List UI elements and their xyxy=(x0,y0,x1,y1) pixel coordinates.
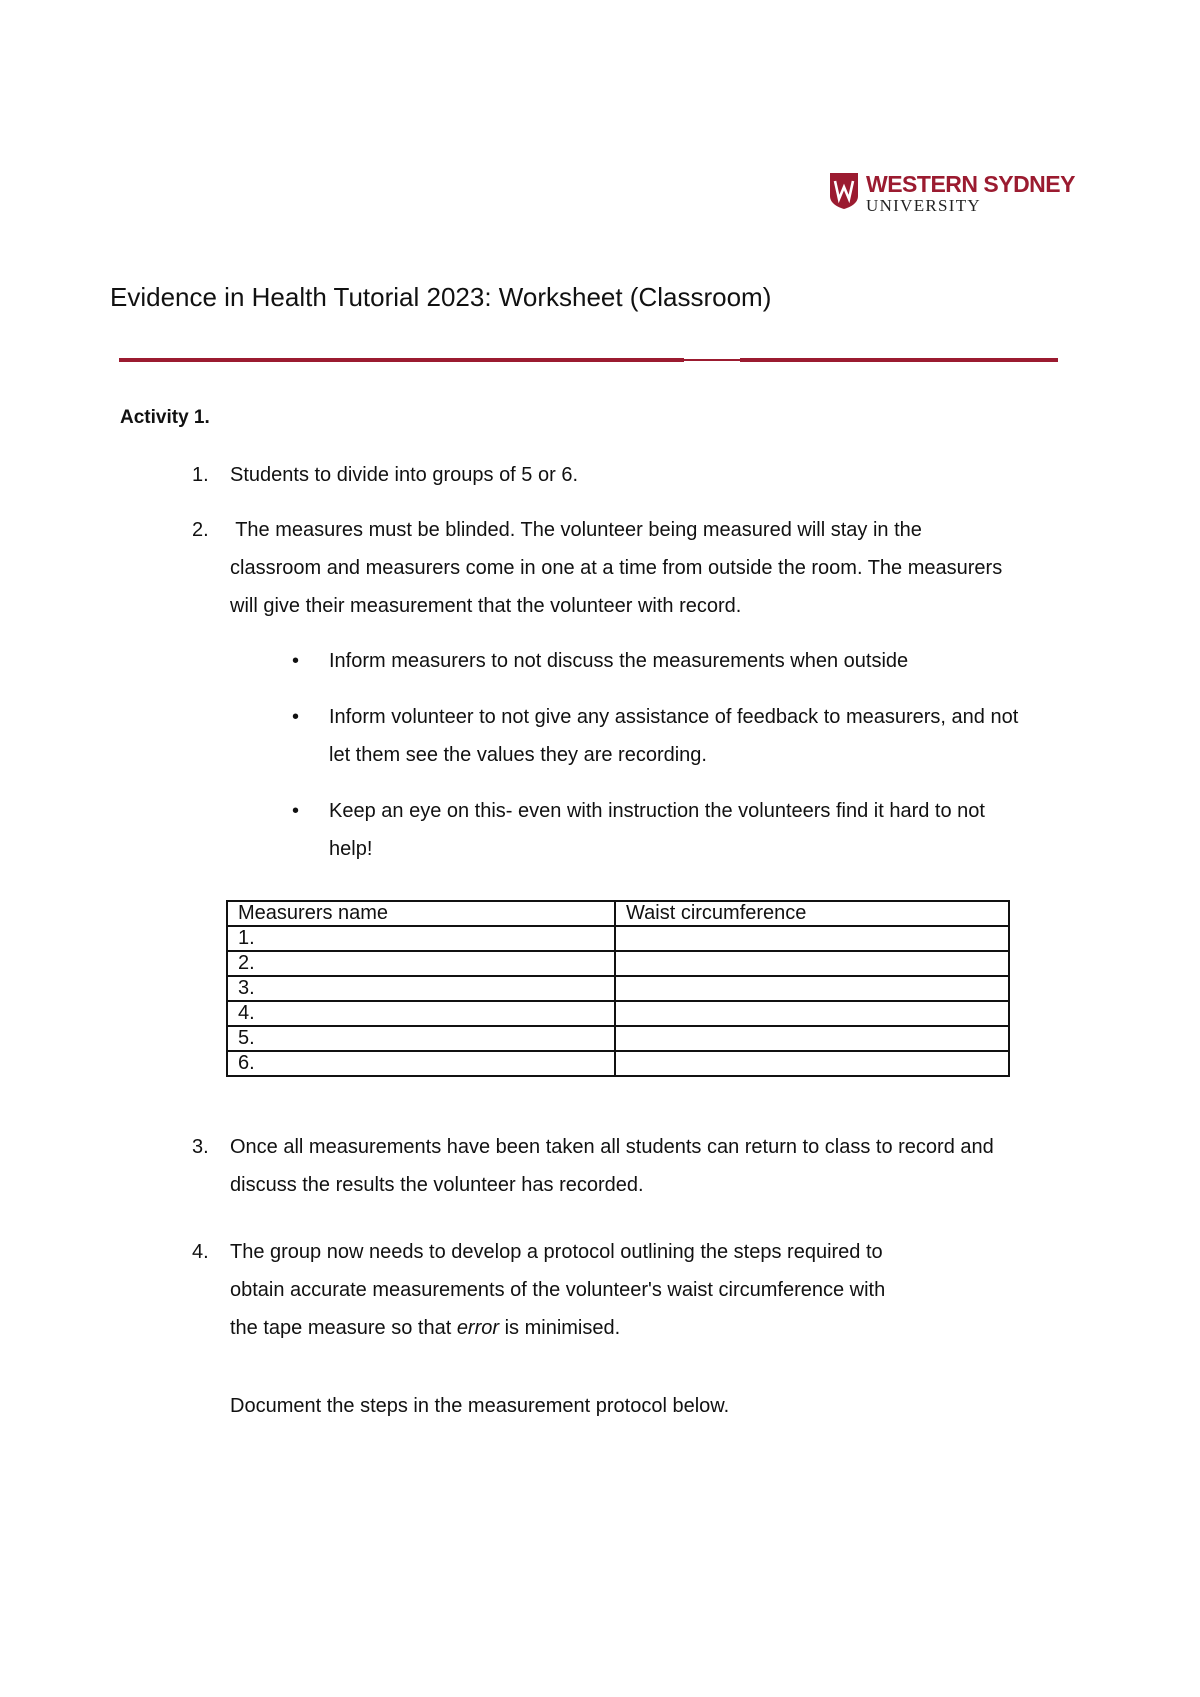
waist-value-cell xyxy=(615,951,1009,976)
waist-value-cell xyxy=(615,976,1009,1001)
row-label: 4. xyxy=(227,1001,615,1026)
title-divider-left xyxy=(119,358,684,362)
list-number-4: 4. xyxy=(192,1241,209,1263)
page-title: Evidence in Health Tutorial 2023: Worksheet (Classroom) xyxy=(110,282,772,312)
activity-heading: Activity 1. xyxy=(120,407,210,428)
waist-value-cell xyxy=(615,926,1009,951)
title-divider-right xyxy=(740,358,1058,362)
table-row xyxy=(227,951,1009,976)
bullet-2-line1: Inform volunteer to not give any assistance of feedback to measurers, and not xyxy=(329,706,1019,728)
list-item-4-line2: obtain accurate measurements of the volunteer's waist circumference with xyxy=(230,1279,886,1301)
list-item-1-text: Students to divide into groups of 5 or 6. xyxy=(230,464,578,486)
table-row xyxy=(227,1001,1009,1026)
line3-post: is minimised. xyxy=(499,1317,621,1339)
table-row xyxy=(227,1051,1009,1076)
logo-line2: UNIVERSITY xyxy=(866,196,981,215)
row-label: 5. xyxy=(227,1026,615,1051)
bullet-2-line2: let them see the values they are recording. xyxy=(329,744,707,766)
table-row xyxy=(227,1026,1009,1051)
bullet-3-symbol: • xyxy=(292,800,300,822)
line3-emphasis: error xyxy=(456,1317,500,1339)
list-number-1: 1. xyxy=(192,464,209,486)
table-row xyxy=(227,926,1009,951)
header-waist-circumference: Waist circumference xyxy=(615,901,1009,926)
header-measurers-name: Measurers name xyxy=(227,901,615,926)
bullet-2-symbol: • xyxy=(292,706,300,728)
table-row xyxy=(227,976,1009,1001)
list-item-3-line1: Once all measurements have been taken all students can return to class to record and xyxy=(230,1136,994,1158)
list-number-3: 3. xyxy=(192,1136,209,1158)
shield-w-icon xyxy=(829,172,859,210)
measurement-table xyxy=(226,900,1010,1077)
waist-value-cell xyxy=(615,1051,1009,1076)
list-item-2-line3: will give their measurement that the volunteer with record. xyxy=(230,595,742,617)
bullet-3-line1: Keep an eye on this- even with instruction the volunteers find it hard to not xyxy=(329,800,985,822)
list-item-4-line1: The group now needs to develop a protocol outlining the steps required to xyxy=(230,1241,883,1263)
bullet-1-symbol: • xyxy=(292,650,300,672)
row-label: 2. xyxy=(227,951,615,976)
list-item-4-line3 xyxy=(230,1309,620,1347)
logo-line1: WESTERN SYDNEY xyxy=(866,171,1075,197)
row-label: 6. xyxy=(227,1051,615,1076)
protocol-note: Document the steps in the measurement protocol below. xyxy=(230,1395,730,1417)
bullet-3-line2: help! xyxy=(329,838,373,860)
bullet-1-text: Inform measurers to not discuss the measurements when outside xyxy=(329,650,909,672)
line3-pre: the tape measure so that xyxy=(230,1317,457,1339)
list-item-2-line2: classroom and measurers come in one at a time from outside the room. The measurers xyxy=(230,557,1003,579)
row-label: 1. xyxy=(227,926,615,951)
list-number-2: 2. xyxy=(192,519,209,541)
list-item-2-line1: The measures must be blinded. The volunteer being measured will stay in the xyxy=(230,519,922,541)
university-logo xyxy=(829,172,1075,214)
title-divider-mid xyxy=(684,359,740,361)
list-item-3-line2: discuss the results the volunteer has recorded. xyxy=(230,1174,644,1196)
table-header-row xyxy=(227,901,1009,926)
waist-value-cell xyxy=(615,1001,1009,1026)
row-label: 3. xyxy=(227,976,615,1001)
waist-value-cell xyxy=(615,1026,1009,1051)
